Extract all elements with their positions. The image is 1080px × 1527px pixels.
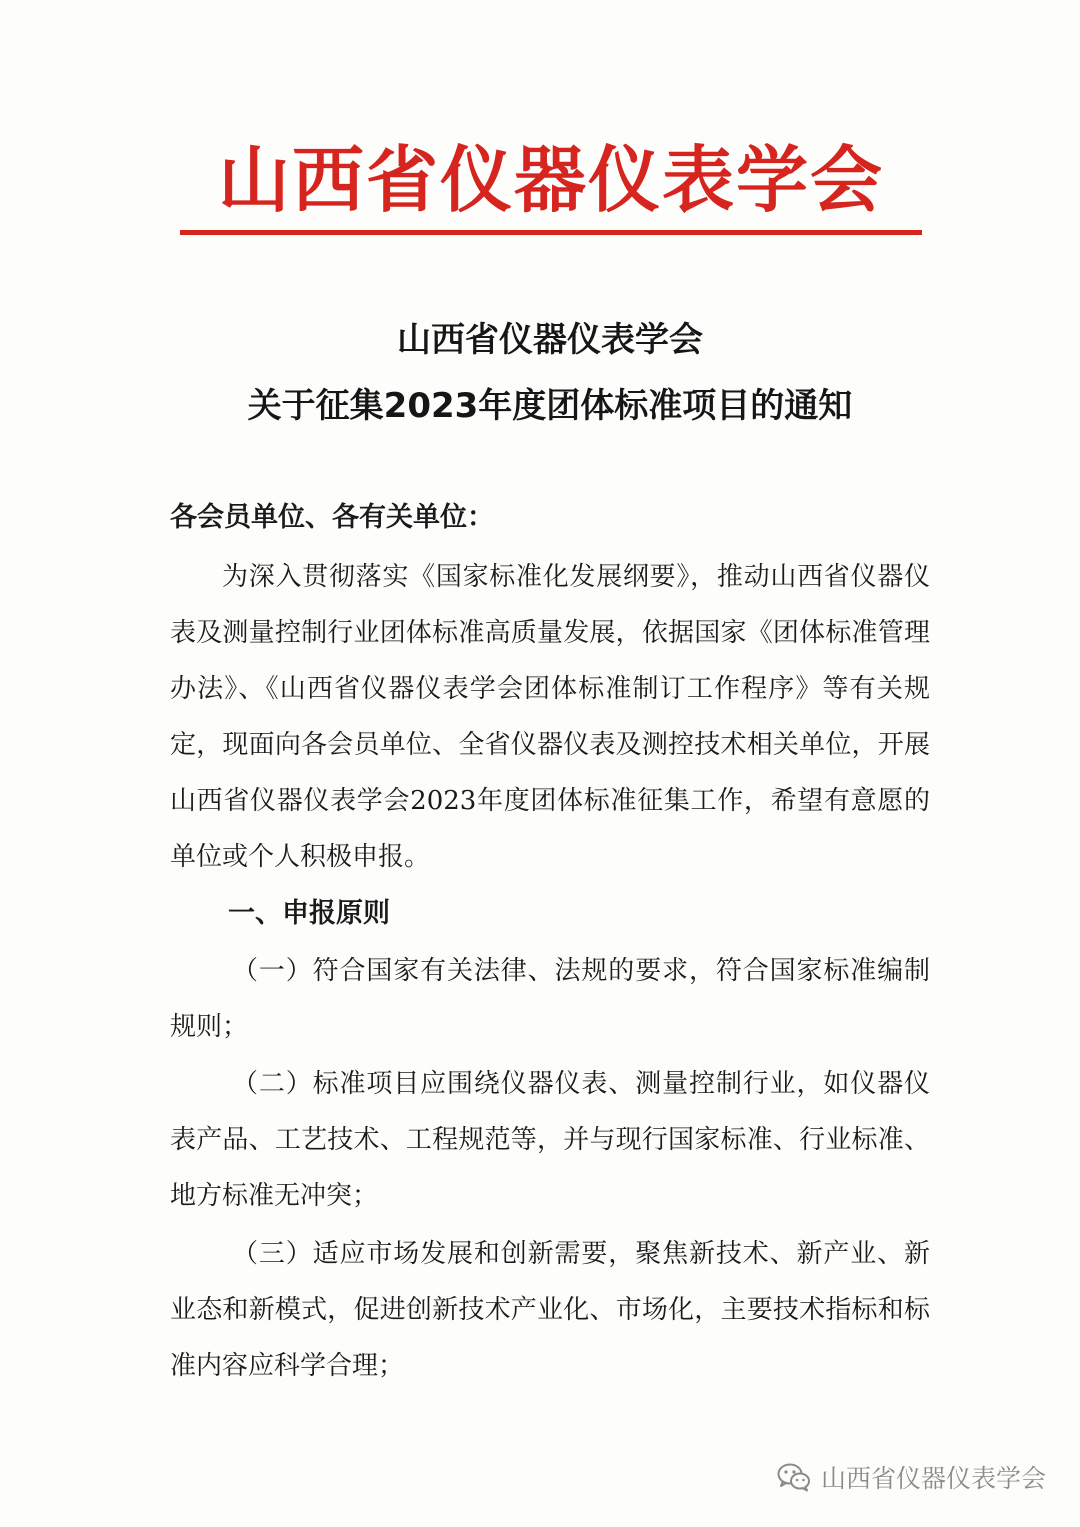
section-heading-application-principles: 一、申报原则	[228, 898, 390, 929]
document-title-line-1: 山西省仪器仪表学会	[397, 320, 703, 360]
document-title-line-2: 关于征集2023年度团体标准项目的通知	[247, 386, 853, 426]
principle-item-3: （三）适应市场发展和创新需要，聚焦新技术、新产业、新业态和新模式，促进创新技术产业化、市场化，主要技术指标和标准内容应科学合理；	[170, 1239, 930, 1381]
letterhead-divider	[180, 230, 922, 235]
organization-letterhead: 山西省仪器仪表学会	[217, 138, 884, 222]
intro-paragraph: 为深入贯彻落实《国家标准化发展纲要》，推动山西省仪器仪表及测量控制行业团体标准高质量发展，依据国家《团体标准管理办法》、《山西省仪器仪表学会团体标准制订工作程序》等有关规定，现面向各会员单位、全省仪器仪表及测控技术相关单位，开展山西省仪器仪表学会2023年度团体标准征集工作，希望有意愿的单位或个人积极申报。	[170, 562, 930, 872]
wechat-watermark	[777, 1455, 1046, 1499]
salutation: 各会员单位、各有关单位：	[170, 502, 494, 533]
principle-item-1: （一）符合国家有关法律、法规的要求，符合国家标准编制规则；	[170, 956, 930, 1042]
principle-item-2: （二）标准项目应围绕仪器仪表、测量控制行业，如仪器仪表产品、工艺技术、工程规范等，并与现行国家标准、行业标准、地方标准无冲突；	[170, 1069, 930, 1211]
watermark-text: 山西省仪器仪表学会	[820, 1464, 1046, 1493]
wechat-icon	[777, 1462, 811, 1492]
